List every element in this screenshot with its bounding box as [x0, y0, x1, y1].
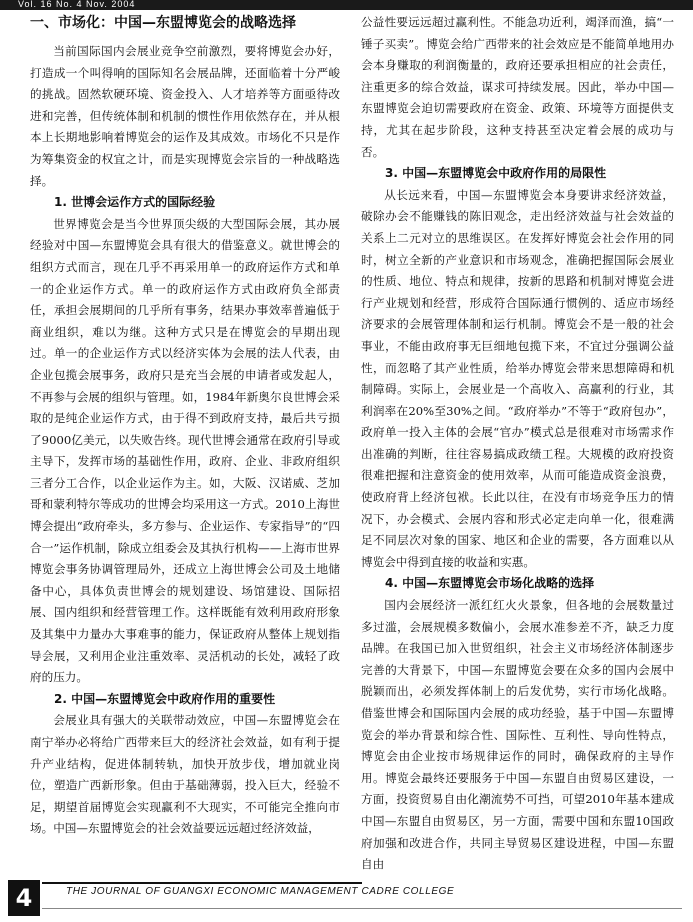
- header-bar: [0, 0, 693, 10]
- page-footer: [0, 878, 693, 922]
- subsection-4-title: 4. 中国—东盟博览会市场化战略的选择: [385, 576, 595, 591]
- intro-paragraph: 当前国际国内会展业竞争空前激烈，要将博览会办好，打造成一个叫得响的国际知名会展品牌，还面临着十分严峻的挑战。固然软硬环境、资金投入、人才培养等方面亟待改进和完善，但传统体制和机制的惯性作用依然存在，并从根本上长期地影响着博览会的运作及其成效。市场化不只是作为筹集资金的权宜之计，而是实现博览会宗旨的一种战略选择。: [30, 44, 340, 188]
- left-column: [30, 12, 340, 880]
- subsection-2-title: 2. 中国—东盟博览会中政府作用的重要性: [54, 691, 276, 706]
- subsection-1-title: 1. 世博会运作方式的国际经验: [54, 195, 216, 210]
- issue-info: Vol. 16 No. 4 Nov. 2004: [18, 0, 136, 9]
- subsection-1-text: 世界博览会是当今世界顶尖级的大型国际会展，其办展经验对中国—东盟博览会具有很大的借鉴意义。就世博会的组织方式而言，现在几乎不再采用单一的政府运作方式和单一的企业运作方式。单一的政府运作方式由政府负全部责任，承担会展期间的几乎所有事务，结果办事效率普遍低于商业组织，难以为继。这种方式只是在博览会的早期出现过。单一的企业运作方式以经济实体为会展的法人代表，由企业包揽会展事务，政府只是充当会展的申请者或发起人，不再参与会展的组织与管理。如，1984年新奥尔良世博会采取的是纯企业运作方式，由于得不到政府支持，最后共亏损了9000亿美元，以失败告终。现代世博会通常在政府引导或主导下，发挥市场的基础性作用，政府、企业、非政府组织三者分工合作，以企业运作为主。如，大阪、汉诺威、芝加哥和蒙利特尔等成功的世博会均采用这一方式。2010上海世博会提出“政府牵头，多方参与、企业运作、专家指导”的“四合一”运作机制，除成立组委会及其执行机构——上海市世界博览会事务协调管理局外，还成立上海世博会公司及土地储备中心，具体负责世博会的规划建设、场馆建设、国际招展、国内组织和经营管理工作。这样既能有效利用政府形象及其集中力量办大事难事的能力，保证政府从整体上规划指导会展，又利用企业注重效率、灵活机动的长处，减轻了政府的压力。: [30, 216, 340, 685]
- subsection-3-title: 3. 中国—东盟博览会中政府作用的局限性: [385, 166, 607, 181]
- subsection-2-text: 会展业具有强大的关联带动效应，中国—东盟博览会在南宁举办必将给广西带来巨大的经济社会效益，如有利于提升产业结构，促进体制转轨，加快开放步伐，增加就业岗位，塑造广西新形象。但由于基础薄弱，投入巨大，经验不足，期望首届博览会实现赢利不大现实，不可能完全推向市场。中国—东盟博览会的社会效益要远远超过经济效益，: [30, 713, 340, 836]
- subsection-2-continued: 公益性要远远超过赢利性。不能急功近利，竭泽而渔，搞“一锤子买卖”。博览会给广西带来的社会效应是不能简单地用办会本身赚取的利润衡量的，政府还要承担相应的社会责任，注重更多的综合效益，谋求可持续发展。因此，举办中国—东盟博览会迫切需要政府在资金、政策、环境等方面提供支持，尤其在起步阶段，这种支持甚至决定着会展的成功与否。: [361, 15, 674, 159]
- section-title: 一、市场化：中国—东盟博览会的战略选择: [30, 15, 296, 31]
- footer-rule: [42, 882, 362, 884]
- journal-name: THE JOURNAL OF GUANGXI ECONOMIC MANAGEMENT CADRE COLLEGE: [66, 886, 455, 897]
- page-number: 4: [8, 880, 40, 916]
- subsection-4-text: 国内会展经济一派红红火火景象，但各地的会展数量过多过滥，会展规模多数偏小，会展水准参差不齐，缺乏力度品牌。在我国已加入世贸组织，社会主义市场经济体制逐步完善的大背景下，中国—东盟博览会要在众多的国内会展中脱颖而出，必须发挥体制上的后发优势，实行市场化战略。借鉴世博会和国际国内会展的成功经验，基于中国—东盟博览会的举办背景和综合性、国际性、互利性、导向性特点，博览会由企业按市场规律运作的同时，确保政府的主导作用。博览会最终还要服务于中国—东盟自由贸易区建设，一方面，投资贸易自由化潮流势不可挡，可望2010年基本建成中国—东盟自由贸易区，另一方面，需要中国和东盟10国政府加强和改进合作，共同主导贸易区建设进程，中国—东盟自由: [361, 598, 674, 872]
- subsection-3-text: 从长远来看，中国—东盟博览会本身要讲求经济效益，破除办会不能赚钱的陈旧观念，走出经济效益与社会效益的关系上二元对立的思维误区。在发挥好博览会社会作用的同时，树立全新的产业意识和市场观念，准确把握国际会展业的性质、地位、特点和规律，按新的思路和机制对博览会进行产业规划和经营，形成符合国际通行惯例的、适应市场经济要求的会展管理体制和运行机制。博览会不是一般的社会事业，不能由政府事无巨细地包揽下来，不宜过分强调公益性，而忽略了其产业性质，给举办博览会带来思想障碍和机制障碍。实际上，会展业是一个高收入、高赢利的行业，其利润率在20%至30%之间。“政府举办”不等于“政府包办”，政府单一投入主体的会展“官办”模式总是很难对市场需求作出准确的判断，往往容易搞成政绩工程。大规模的政府投资很难把握和注意资金的使用效率，从而可能造成资金浪费，使政府背上经济包袱。长此以往，在没有市场竞争压力的情况下，办会模式、会展内容和形式必定走向单一化，很难满足不同层次对象的国家、地区和企业的需要，各方面难以从博览会中得到直接的收益和实惠。: [361, 187, 674, 569]
- right-column: [361, 12, 674, 880]
- footer-rule-bottom: [42, 908, 682, 909]
